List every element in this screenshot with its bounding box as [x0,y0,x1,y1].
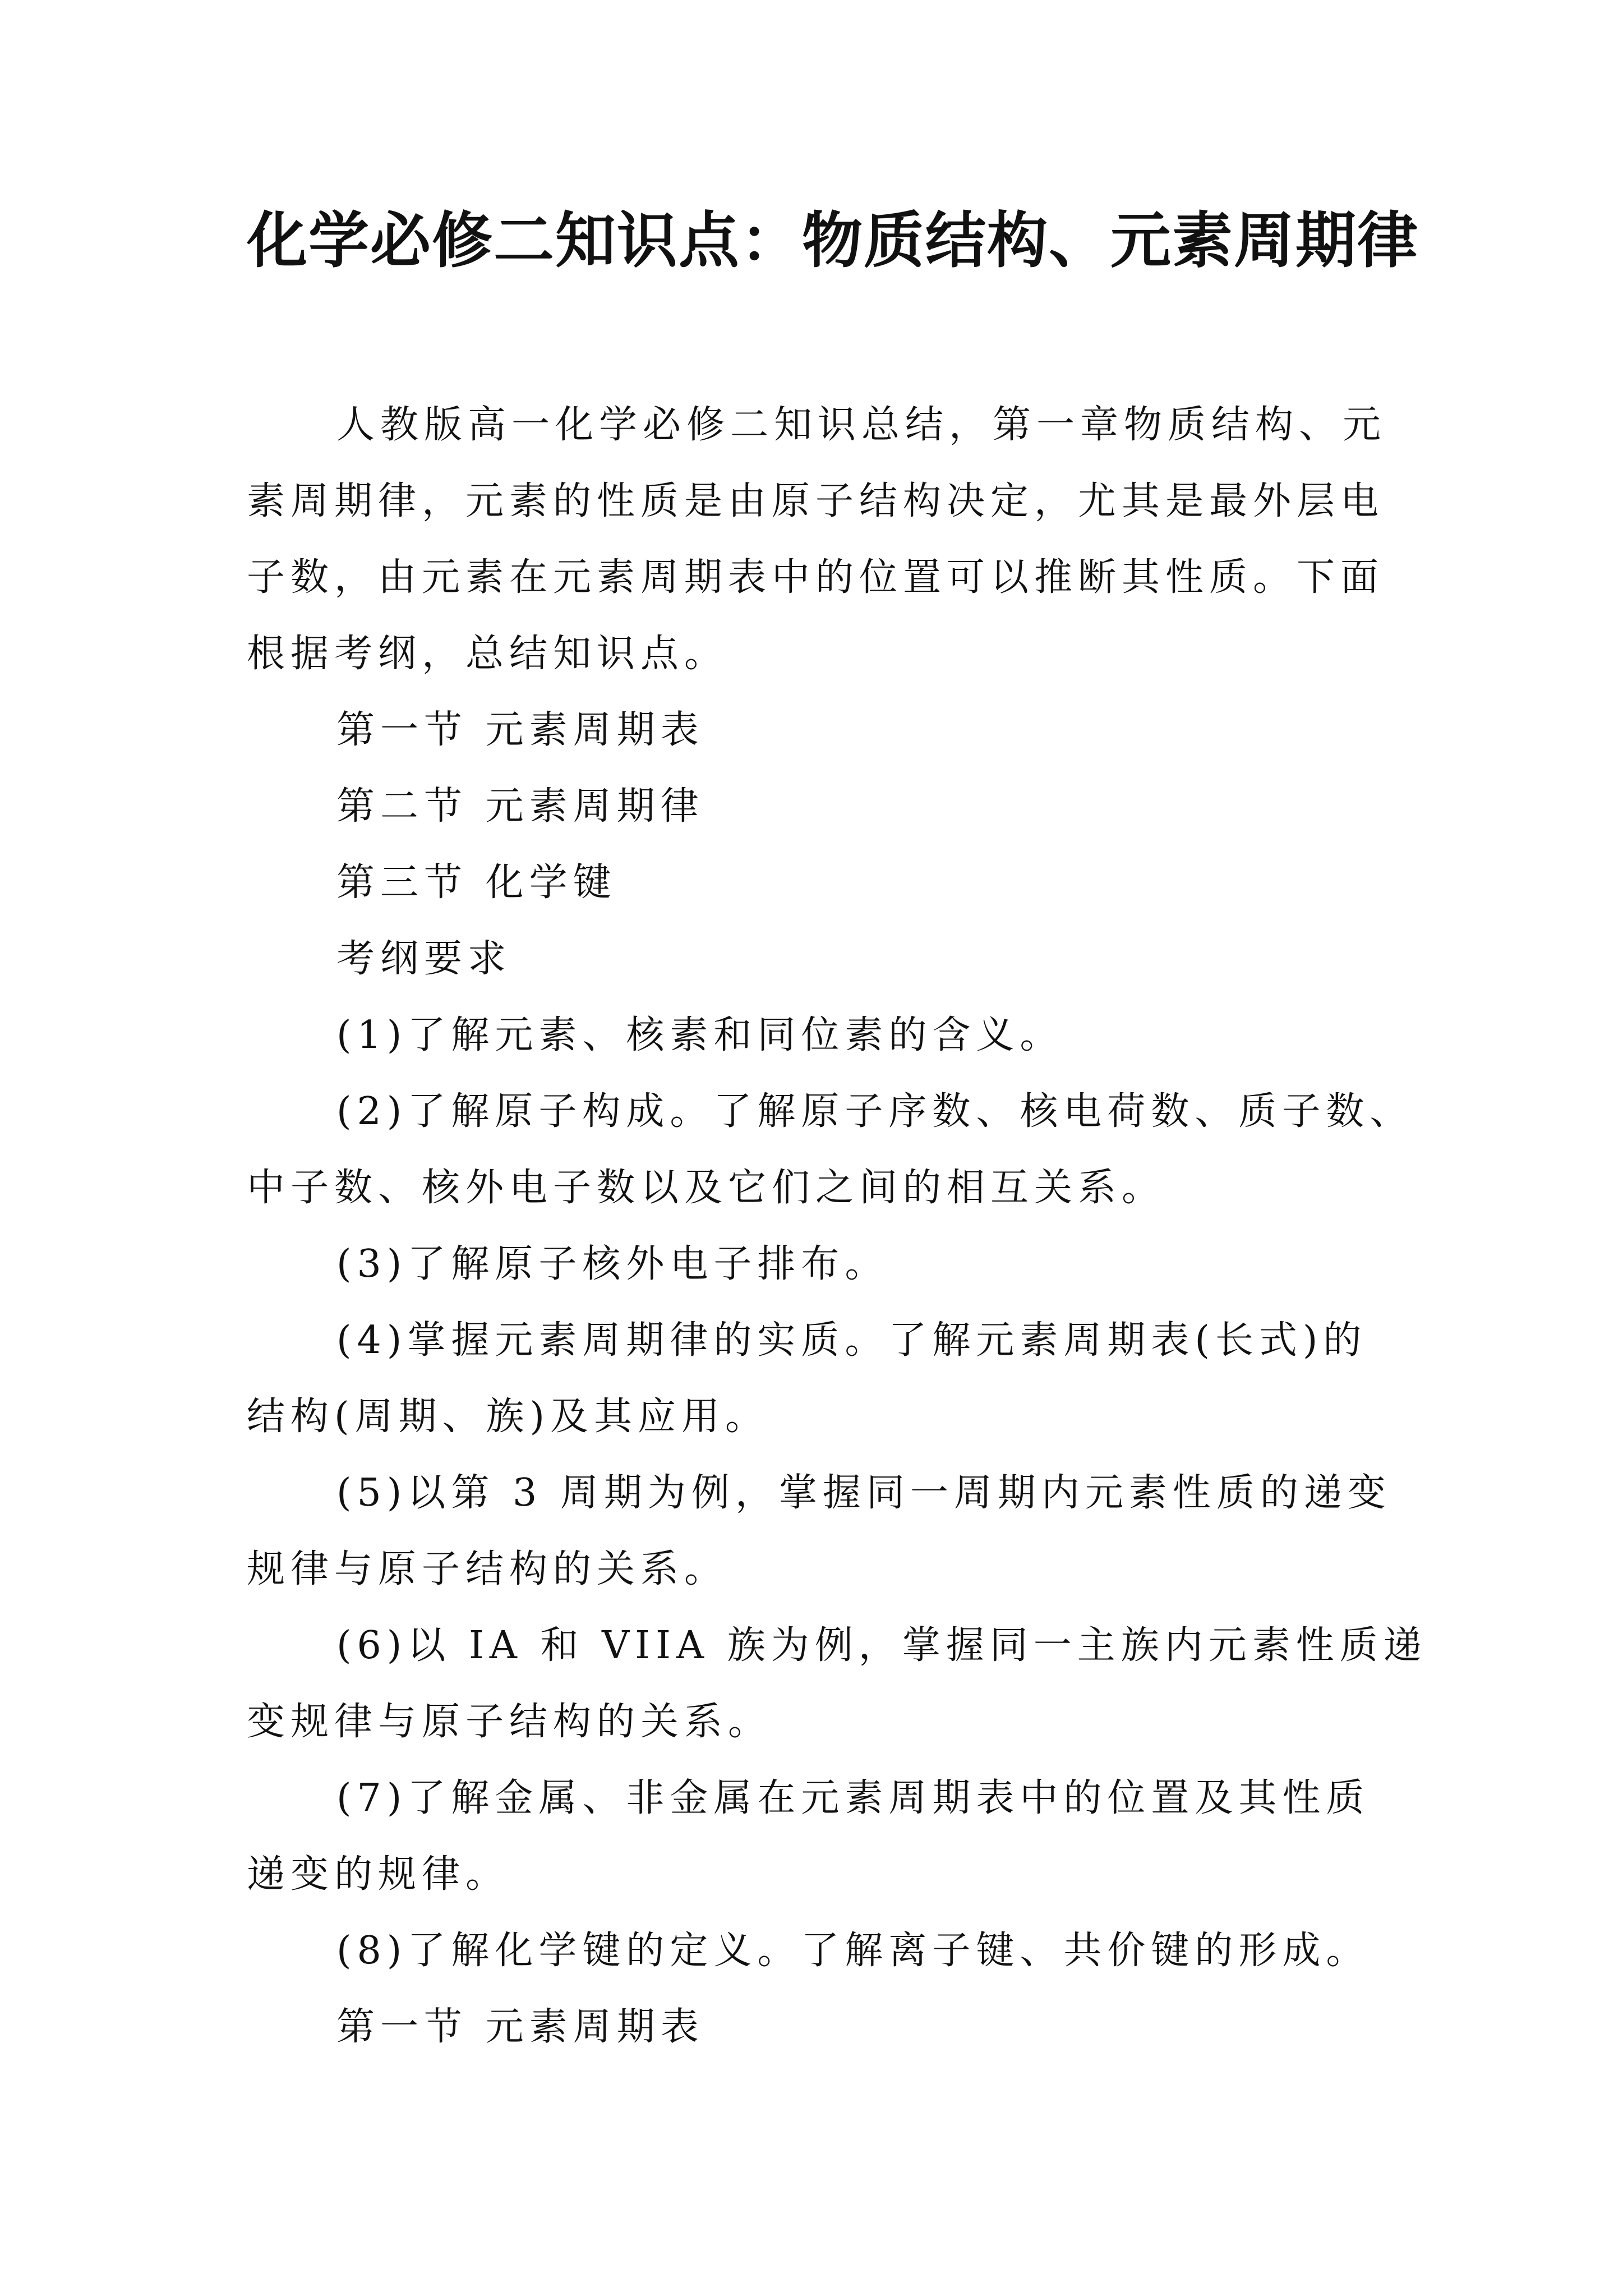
requirement-item-continuation: 规律与原子结构的关系。 [247,1547,728,1591]
intro-line: 根据考纲，总结知识点。 [247,632,728,676]
requirements-heading: 考纲要求 [336,937,512,981]
requirement-item-continuation: 结构(周期、族)及其应用。 [247,1395,769,1439]
intro-line: 素周期律，元素的性质是由原子结构决定，尤其是最外层电 [247,479,1385,523]
requirement-item: (3)了解原子核外电子排布。 [336,1242,889,1286]
section-heading: 第一节 元素周期表 [336,708,704,752]
document-body [247,387,1427,2065]
requirement-item: (6)以 IA 和 VIIA 族为例，掌握同一主族内元素性质递 [336,1623,1427,1668]
requirement-item-continuation: 变规律与原子结构的关系。 [247,1700,772,1744]
requirement-item-continuation: 中子数、核外电子数以及它们之间的相互关系。 [247,1166,1166,1210]
requirement-item: (8)了解化学键的定义。了解离子键、共价键的形成。 [336,1929,1370,1973]
requirement-item: (5)以第 3 周期为例，掌握同一周期内元素性质的递变 [336,1471,1391,1515]
requirement-item: (7)了解金属、非金属在元素周期表中的位置及其性质 [336,1776,1370,1820]
document-title: 化学必修二知识点：物质结构、元素周期律 [247,206,1419,276]
requirement-item-continuation: 递变的规律。 [247,1852,510,1897]
intro-line: 子数，由元素在元素周期表中的位置可以推断其性质。下面 [247,555,1385,600]
requirement-item: (2)了解原子构成。了解原子序数、核电荷数、质子数、 [336,1089,1414,1134]
section-heading: 第一节 元素周期表 [336,2005,704,2049]
requirement-item: (4)掌握元素周期律的实质。了解元素周期表(长式)的 [336,1318,1367,1363]
section-heading: 第三节 化学键 [336,861,617,905]
intro-line: 人教版高一化学必修二知识总结，第一章物质结构、元 [336,403,1387,447]
section-heading: 第二节 元素周期律 [336,784,704,829]
requirement-item: (1)了解元素、核素和同位素的含义。 [336,1013,1064,1057]
